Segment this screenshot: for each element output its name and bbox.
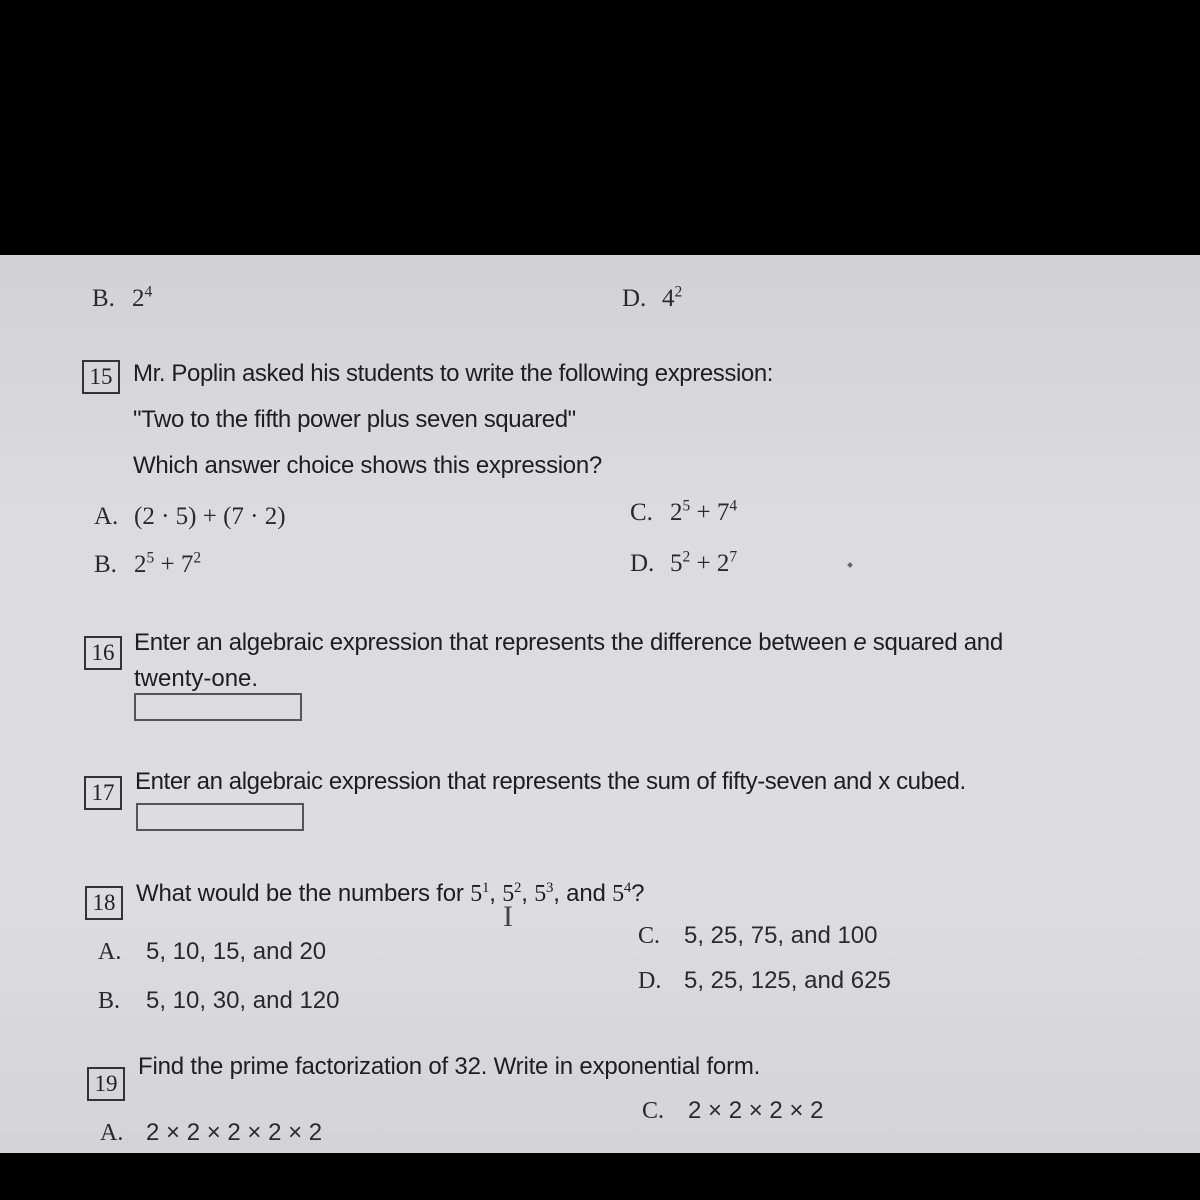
- choice-letter: D.: [638, 968, 662, 994]
- choice-letter: A.: [94, 503, 119, 530]
- term-base: 5: [534, 881, 546, 907]
- q18-term: [612, 881, 631, 907]
- q15-line3: Which answer choice shows this expression?: [133, 452, 602, 479]
- term-exponent: 2: [514, 880, 522, 896]
- choice-letter: A.: [98, 939, 122, 965]
- choice-letter: D.: [630, 550, 655, 577]
- choice-text: 5, 10, 15, and 20: [146, 938, 327, 965]
- choice-operator: +: [690, 550, 717, 577]
- term-separator: ,: [489, 880, 503, 907]
- choice-exponent: 2: [674, 283, 683, 301]
- question-number-19: 19: [87, 1067, 125, 1101]
- prev-choice-b: [92, 285, 152, 313]
- choice-exponent: 2: [682, 548, 691, 566]
- term-separator: ?: [631, 880, 645, 907]
- q15-choice-b[interactable]: [94, 551, 201, 579]
- q17-answer-input[interactable]: [136, 803, 304, 831]
- text-cursor-icon: I: [503, 900, 513, 933]
- q15-line1: Mr. Poplin asked his students to write the following expression:: [133, 360, 774, 387]
- choice-letter: B.: [98, 988, 121, 1014]
- q15-choice-d[interactable]: [630, 550, 737, 578]
- choice-letter: C.: [630, 499, 653, 526]
- term-exponent: 4: [623, 880, 632, 896]
- q18-question: [136, 880, 644, 908]
- choice-base: 7: [180, 551, 194, 578]
- question-number-18: 18: [85, 886, 123, 920]
- q18-choice-b[interactable]: [98, 987, 340, 1015]
- choice-text: (2 · 5) + (7 · 2): [134, 503, 286, 530]
- term-exponent: 3: [546, 880, 554, 896]
- worksheet-page: [0, 255, 1200, 1153]
- term-base: 5: [612, 881, 624, 907]
- q16-answer-input[interactable]: [134, 693, 302, 721]
- stray-mark: [847, 562, 853, 568]
- q16-line1: [134, 629, 1003, 657]
- q15-line2: "Two to the fifth power plus seven squared": [133, 406, 576, 433]
- q16-variable: e: [853, 629, 867, 656]
- choice-letter: A.: [100, 1120, 124, 1146]
- term-base: 5: [470, 881, 482, 907]
- q17-text: Enter an algebraic expression that represents the sum of fifty-seven and x cubed.: [135, 768, 966, 795]
- prev-choice-d: [622, 285, 682, 313]
- choice-operator: +: [154, 551, 181, 578]
- question-number-17: 17: [84, 776, 122, 810]
- q18-term: [470, 881, 489, 907]
- term-separator: , and: [553, 880, 613, 907]
- choice-text: 5, 10, 30, and 120: [146, 987, 340, 1014]
- choice-text: 5, 25, 75, and 100: [684, 922, 878, 949]
- choice-letter: B.: [92, 285, 115, 312]
- q18-term: [534, 881, 553, 907]
- choice-base: 2: [132, 285, 145, 312]
- choice-letter: C.: [638, 923, 661, 949]
- choice-exponent: 2: [193, 549, 202, 567]
- q19-choice-c[interactable]: [642, 1097, 823, 1125]
- q18-choice-a[interactable]: [98, 938, 326, 966]
- term-exponent: 1: [482, 880, 490, 896]
- q16-text-suffix: squared and: [866, 629, 1003, 656]
- q19-choice-a[interactable]: [100, 1119, 322, 1147]
- choice-exponent: 4: [729, 497, 738, 515]
- q16-line2: twenty-one.: [134, 665, 259, 692]
- choice-base: 2: [670, 499, 683, 526]
- choice-text: 2 × 2 × 2 × 2: [688, 1097, 824, 1124]
- q15-choice-a[interactable]: [94, 503, 286, 531]
- choice-exponent: 5: [146, 549, 155, 567]
- choice-letter: C.: [642, 1098, 665, 1124]
- choice-base: 2: [716, 550, 730, 577]
- q16-text-prefix: Enter an algebraic expression that represents the difference between: [134, 629, 854, 656]
- choice-base: 2: [134, 551, 147, 578]
- q19-text: Find the prime factorization of 32. Write in exponential form.: [138, 1053, 761, 1080]
- q18-choice-d[interactable]: [638, 967, 891, 995]
- question-number-15: 15: [82, 360, 120, 394]
- q18-choice-c[interactable]: [638, 922, 878, 950]
- choice-exponent: 7: [729, 548, 738, 566]
- q18-text-prefix: What would be the numbers for: [136, 880, 471, 907]
- question-number-16: 16: [84, 636, 122, 670]
- term-base: 5: [502, 881, 514, 907]
- choice-base: 5: [670, 550, 683, 577]
- choice-text: 5, 25, 125, and 625: [684, 967, 891, 994]
- choice-exponent: 4: [144, 283, 153, 301]
- choice-letter: D.: [622, 285, 647, 312]
- choice-operator: +: [690, 499, 717, 526]
- choice-letter: B.: [94, 551, 117, 578]
- term-separator: ,: [521, 880, 535, 907]
- choice-base: 7: [716, 499, 730, 526]
- choice-base: 4: [662, 285, 675, 312]
- choice-exponent: 5: [682, 497, 691, 515]
- q15-choice-c[interactable]: [630, 499, 737, 527]
- choice-text: 2 × 2 × 2 × 2 × 2: [146, 1119, 323, 1146]
